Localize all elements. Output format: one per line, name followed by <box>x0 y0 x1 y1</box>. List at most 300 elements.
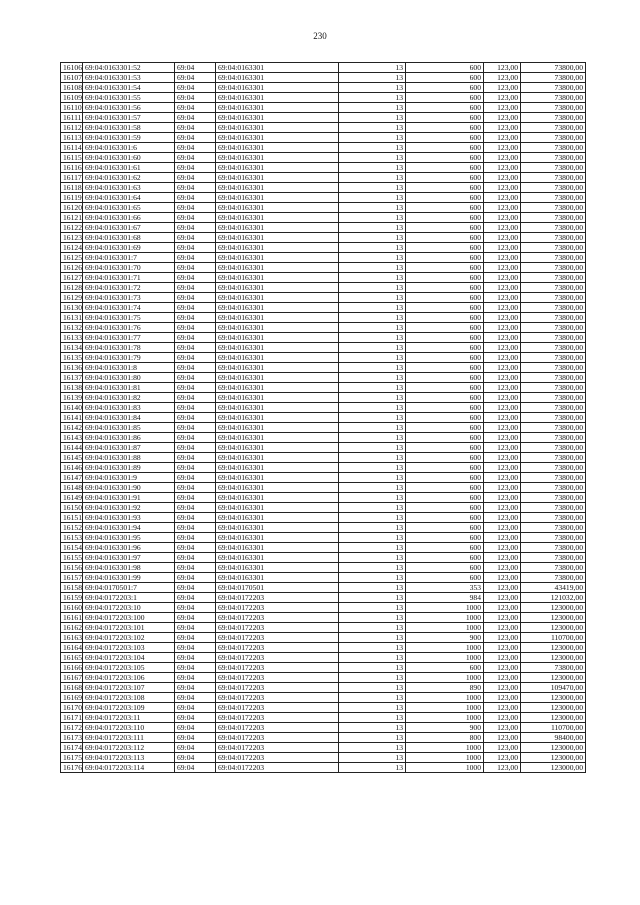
class-cell: 13 <box>339 543 406 553</box>
class-cell: 13 <box>339 403 406 413</box>
row-index-cell: 16145 <box>61 453 83 463</box>
class-cell: 13 <box>339 253 406 263</box>
area-cell: 1000 <box>406 603 484 613</box>
table-row <box>61 173 586 183</box>
rate-cell: 123,00 <box>484 283 521 293</box>
cadastral-number-cell: 69:04:0172203:111 <box>83 733 175 743</box>
cadastral-number-cell: 69:04:0172203:107 <box>83 683 175 693</box>
rate-cell: 123,00 <box>484 623 521 633</box>
class-cell: 13 <box>339 523 406 533</box>
area-cell: 600 <box>406 363 484 373</box>
district-code-cell: 69:04 <box>175 673 216 683</box>
value-cell: 73800,00 <box>521 543 586 553</box>
district-code-cell: 69:04 <box>175 133 216 143</box>
cadastral-block-cell: 69:04:0163301 <box>216 353 339 363</box>
row-index-cell: 16154 <box>61 543 83 553</box>
rate-cell: 123,00 <box>484 523 521 533</box>
area-cell: 600 <box>406 443 484 453</box>
district-code-cell: 69:04 <box>175 603 216 613</box>
value-cell: 73800,00 <box>521 113 586 123</box>
district-code-cell: 69:04 <box>175 323 216 333</box>
table-row <box>61 283 586 293</box>
table-row <box>61 293 586 303</box>
cadastral-number-cell: 69:04:0163301:88 <box>83 453 175 463</box>
value-cell: 73800,00 <box>521 63 586 73</box>
class-cell: 13 <box>339 173 406 183</box>
rate-cell: 123,00 <box>484 603 521 613</box>
cadastral-number-cell: 69:04:0163301:83 <box>83 403 175 413</box>
class-cell: 13 <box>339 603 406 613</box>
class-cell: 13 <box>339 733 406 743</box>
cadastral-block-cell: 69:04:0163301 <box>216 83 339 93</box>
class-cell: 13 <box>339 443 406 453</box>
district-code-cell: 69:04 <box>175 763 216 773</box>
rate-cell: 123,00 <box>484 263 521 273</box>
rate-cell: 123,00 <box>484 543 521 553</box>
rate-cell: 123,00 <box>484 233 521 243</box>
cadastral-block-cell: 69:04:0163301 <box>216 413 339 423</box>
district-code-cell: 69:04 <box>175 353 216 363</box>
district-code-cell: 69:04 <box>175 453 216 463</box>
row-index-cell: 16127 <box>61 273 83 283</box>
table-row <box>61 503 586 513</box>
row-index-cell: 16158 <box>61 583 83 593</box>
area-cell: 600 <box>406 373 484 383</box>
row-index-cell: 16162 <box>61 623 83 633</box>
rate-cell: 123,00 <box>484 73 521 83</box>
area-cell: 600 <box>406 333 484 343</box>
table-row <box>61 213 586 223</box>
class-cell: 13 <box>339 133 406 143</box>
table-row <box>61 643 586 653</box>
rate-cell: 123,00 <box>484 673 521 683</box>
cadastral-number-cell: 69:04:0163301:96 <box>83 543 175 553</box>
value-cell: 73800,00 <box>521 193 586 203</box>
district-code-cell: 69:04 <box>175 623 216 633</box>
area-cell: 600 <box>406 203 484 213</box>
area-cell: 600 <box>406 413 484 423</box>
row-index-cell: 16175 <box>61 753 83 763</box>
cadastral-block-cell: 69:04:0170501 <box>216 583 339 593</box>
cadastral-number-cell: 69:04:0172203:104 <box>83 653 175 663</box>
area-cell: 600 <box>406 543 484 553</box>
table-row <box>61 83 586 93</box>
value-cell: 73800,00 <box>521 83 586 93</box>
class-cell: 13 <box>339 233 406 243</box>
cadastral-block-cell: 69:04:0163301 <box>216 293 339 303</box>
district-code-cell: 69:04 <box>175 113 216 123</box>
rate-cell: 123,00 <box>484 273 521 283</box>
area-cell: 600 <box>406 423 484 433</box>
cadastral-block-cell: 69:04:0163301 <box>216 203 339 213</box>
row-index-cell: 16161 <box>61 613 83 623</box>
area-cell: 600 <box>406 253 484 263</box>
area-cell: 600 <box>406 323 484 333</box>
cadastral-block-cell: 69:04:0163301 <box>216 493 339 503</box>
value-cell: 73800,00 <box>521 473 586 483</box>
table-row <box>61 133 586 143</box>
cadastral-block-cell: 69:04:0163301 <box>216 103 339 113</box>
area-cell: 600 <box>406 133 484 143</box>
rate-cell: 123,00 <box>484 253 521 263</box>
row-index-cell: 16164 <box>61 643 83 653</box>
cadastral-number-cell: 69:04:0163301:57 <box>83 113 175 123</box>
value-cell: 73800,00 <box>521 263 586 273</box>
district-code-cell: 69:04 <box>175 683 216 693</box>
value-cell: 73800,00 <box>521 433 586 443</box>
rate-cell: 123,00 <box>484 223 521 233</box>
cadastral-block-cell: 69:04:0163301 <box>216 63 339 73</box>
table-row <box>61 733 586 743</box>
cadastral-number-cell: 69:04:0163301:75 <box>83 313 175 323</box>
class-cell: 13 <box>339 63 406 73</box>
rate-cell: 123,00 <box>484 483 521 493</box>
class-cell: 13 <box>339 613 406 623</box>
area-cell: 600 <box>406 483 484 493</box>
cadastral-number-cell: 69:04:0163301:89 <box>83 463 175 473</box>
rate-cell: 123,00 <box>484 193 521 203</box>
area-cell: 1000 <box>406 613 484 623</box>
rate-cell: 123,00 <box>484 683 521 693</box>
table-row <box>61 363 586 373</box>
area-cell: 600 <box>406 263 484 273</box>
value-cell: 109470,00 <box>521 683 586 693</box>
value-cell: 73800,00 <box>521 173 586 183</box>
cadastral-number-cell: 69:04:0172203:112 <box>83 743 175 753</box>
cadastral-block-cell: 69:04:0172203 <box>216 643 339 653</box>
row-index-cell: 16135 <box>61 353 83 363</box>
area-cell: 890 <box>406 683 484 693</box>
row-index-cell: 16148 <box>61 483 83 493</box>
area-cell: 600 <box>406 433 484 443</box>
rate-cell: 123,00 <box>484 373 521 383</box>
cadastral-block-cell: 69:04:0172203 <box>216 753 339 763</box>
table-row <box>61 473 586 483</box>
value-cell: 73800,00 <box>521 523 586 533</box>
class-cell: 13 <box>339 313 406 323</box>
area-cell: 900 <box>406 723 484 733</box>
rate-cell: 123,00 <box>484 163 521 173</box>
rate-cell: 123,00 <box>484 513 521 523</box>
row-index-cell: 16134 <box>61 343 83 353</box>
table-row <box>61 113 586 123</box>
row-index-cell: 16137 <box>61 373 83 383</box>
cadastral-number-cell: 69:04:0163301:84 <box>83 413 175 423</box>
row-index-cell: 16108 <box>61 83 83 93</box>
value-cell: 73800,00 <box>521 513 586 523</box>
area-cell: 600 <box>406 493 484 503</box>
cadastral-number-cell: 69:04:0163301:61 <box>83 163 175 173</box>
value-cell: 73800,00 <box>521 573 586 583</box>
value-cell: 73800,00 <box>521 343 586 353</box>
class-cell: 13 <box>339 293 406 303</box>
cadastral-number-cell: 69:04:0163301:95 <box>83 533 175 543</box>
value-cell: 123000,00 <box>521 753 586 763</box>
row-index-cell: 16176 <box>61 763 83 773</box>
district-code-cell: 69:04 <box>175 513 216 523</box>
cadastral-block-cell: 69:04:0163301 <box>216 233 339 243</box>
class-cell: 13 <box>339 473 406 483</box>
rate-cell: 123,00 <box>484 743 521 753</box>
area-cell: 900 <box>406 633 484 643</box>
rate-cell: 123,00 <box>484 583 521 593</box>
cadastral-block-cell: 69:04:0163301 <box>216 283 339 293</box>
cadastral-number-cell: 69:04:0163301:59 <box>83 133 175 143</box>
cadastral-block-cell: 69:04:0163301 <box>216 373 339 383</box>
table-row <box>61 483 586 493</box>
cadastral-number-cell: 69:04:0172203:105 <box>83 663 175 673</box>
district-code-cell: 69:04 <box>175 243 216 253</box>
row-index-cell: 16160 <box>61 603 83 613</box>
cadastral-block-cell: 69:04:0163301 <box>216 183 339 193</box>
value-cell: 73800,00 <box>521 223 586 233</box>
cadastral-block-cell: 69:04:0163301 <box>216 403 339 413</box>
rate-cell: 123,00 <box>484 243 521 253</box>
class-cell: 13 <box>339 303 406 313</box>
cadastral-number-cell: 69:04:0163301:8 <box>83 363 175 373</box>
cadastral-block-cell: 69:04:0163301 <box>216 143 339 153</box>
class-cell: 13 <box>339 743 406 753</box>
district-code-cell: 69:04 <box>175 313 216 323</box>
value-cell: 123000,00 <box>521 643 586 653</box>
table-row <box>61 193 586 203</box>
area-cell: 600 <box>406 533 484 543</box>
cadastral-block-cell: 69:04:0172203 <box>216 743 339 753</box>
cadastral-block-cell: 69:04:0163301 <box>216 263 339 273</box>
cadastral-number-cell: 69:04:0163301:78 <box>83 343 175 353</box>
row-index-cell: 16155 <box>61 553 83 563</box>
district-code-cell: 69:04 <box>175 403 216 413</box>
cadastral-block-cell: 69:04:0163301 <box>216 153 339 163</box>
value-cell: 73800,00 <box>521 403 586 413</box>
class-cell: 13 <box>339 433 406 443</box>
district-code-cell: 69:04 <box>175 523 216 533</box>
cadastral-number-cell: 69:04:0163301:77 <box>83 333 175 343</box>
district-code-cell: 69:04 <box>175 733 216 743</box>
district-code-cell: 69:04 <box>175 613 216 623</box>
cadastral-block-cell: 69:04:0172203 <box>216 653 339 663</box>
value-cell: 73800,00 <box>521 463 586 473</box>
value-cell: 73800,00 <box>521 143 586 153</box>
district-code-cell: 69:04 <box>175 723 216 733</box>
table-row <box>61 753 586 763</box>
cadastral-block-cell: 69:04:0163301 <box>216 273 339 283</box>
class-cell: 13 <box>339 413 406 423</box>
area-cell: 600 <box>406 213 484 223</box>
row-index-cell: 16109 <box>61 93 83 103</box>
cadastral-block-cell: 69:04:0163301 <box>216 453 339 463</box>
table-row <box>61 683 586 693</box>
value-cell: 73800,00 <box>521 233 586 243</box>
rate-cell: 123,00 <box>484 573 521 583</box>
rate-cell: 123,00 <box>484 723 521 733</box>
row-index-cell: 16173 <box>61 733 83 743</box>
cadastral-number-cell: 69:04:0172203:101 <box>83 623 175 633</box>
cadastral-block-cell: 69:04:0163301 <box>216 423 339 433</box>
district-code-cell: 69:04 <box>175 463 216 473</box>
value-cell: 73800,00 <box>521 353 586 363</box>
rate-cell: 123,00 <box>484 703 521 713</box>
area-cell: 600 <box>406 403 484 413</box>
row-index-cell: 16115 <box>61 153 83 163</box>
cadastral-block-cell: 69:04:0172203 <box>216 623 339 633</box>
value-cell: 73800,00 <box>521 423 586 433</box>
cadastral-block-cell: 69:04:0163301 <box>216 563 339 573</box>
row-index-cell: 16129 <box>61 293 83 303</box>
row-index-cell: 16157 <box>61 573 83 583</box>
district-code-cell: 69:04 <box>175 73 216 83</box>
class-cell: 13 <box>339 553 406 563</box>
district-code-cell: 69:04 <box>175 213 216 223</box>
district-code-cell: 69:04 <box>175 713 216 723</box>
area-cell: 600 <box>406 663 484 673</box>
cadastral-number-cell: 69:04:0172203:1 <box>83 593 175 603</box>
class-cell: 13 <box>339 223 406 233</box>
cadastral-number-cell: 69:04:0163301:66 <box>83 213 175 223</box>
area-cell: 600 <box>406 463 484 473</box>
class-cell: 13 <box>339 493 406 503</box>
class-cell: 13 <box>339 643 406 653</box>
district-code-cell: 69:04 <box>175 263 216 273</box>
row-index-cell: 16163 <box>61 633 83 643</box>
rate-cell: 123,00 <box>484 343 521 353</box>
area-cell: 600 <box>406 73 484 83</box>
value-cell: 73800,00 <box>521 303 586 313</box>
table-row <box>61 413 586 423</box>
row-index-cell: 16116 <box>61 163 83 173</box>
class-cell: 13 <box>339 663 406 673</box>
class-cell: 13 <box>339 93 406 103</box>
table-row <box>61 183 586 193</box>
area-cell: 600 <box>406 313 484 323</box>
district-code-cell: 69:04 <box>175 173 216 183</box>
area-cell: 600 <box>406 353 484 363</box>
table-row <box>61 323 586 333</box>
value-cell: 73800,00 <box>521 563 586 573</box>
row-index-cell: 16150 <box>61 503 83 513</box>
rate-cell: 123,00 <box>484 323 521 333</box>
district-code-cell: 69:04 <box>175 473 216 483</box>
row-index-cell: 16139 <box>61 393 83 403</box>
area-cell: 600 <box>406 503 484 513</box>
district-code-cell: 69:04 <box>175 223 216 233</box>
value-cell: 73800,00 <box>521 323 586 333</box>
row-index-cell: 16128 <box>61 283 83 293</box>
row-index-cell: 16113 <box>61 133 83 143</box>
table-row <box>61 73 586 83</box>
rate-cell: 123,00 <box>484 403 521 413</box>
row-index-cell: 16131 <box>61 313 83 323</box>
row-index-cell: 16126 <box>61 263 83 273</box>
table-row <box>61 563 586 573</box>
class-cell: 13 <box>339 593 406 603</box>
row-index-cell: 16124 <box>61 243 83 253</box>
class-cell: 13 <box>339 323 406 333</box>
table-row <box>61 243 586 253</box>
rate-cell: 123,00 <box>484 413 521 423</box>
area-cell: 600 <box>406 473 484 483</box>
cadastral-number-cell: 69:04:0163301:52 <box>83 63 175 73</box>
cadastral-block-cell: 69:04:0172203 <box>216 673 339 683</box>
cadastral-number-cell: 69:04:0163301:90 <box>83 483 175 493</box>
rate-cell: 123,00 <box>484 313 521 323</box>
district-code-cell: 69:04 <box>175 533 216 543</box>
table-row <box>61 403 586 413</box>
cadastral-block-cell: 69:04:0163301 <box>216 123 339 133</box>
value-cell: 123000,00 <box>521 603 586 613</box>
cadastral-block-cell: 69:04:0163301 <box>216 503 339 513</box>
class-cell: 13 <box>339 373 406 383</box>
cadastral-block-cell: 69:04:0163301 <box>216 313 339 323</box>
class-cell: 13 <box>339 713 406 723</box>
cadastral-block-cell: 69:04:0163301 <box>216 393 339 403</box>
district-code-cell: 69:04 <box>175 373 216 383</box>
class-cell: 13 <box>339 583 406 593</box>
area-cell: 1000 <box>406 763 484 773</box>
cadastral-number-cell: 69:04:0172203:113 <box>83 753 175 763</box>
rate-cell: 123,00 <box>484 733 521 743</box>
class-cell: 13 <box>339 453 406 463</box>
district-code-cell: 69:04 <box>175 343 216 353</box>
cadastral-number-cell: 69:04:0163301:69 <box>83 243 175 253</box>
rate-cell: 123,00 <box>484 153 521 163</box>
cadastral-block-cell: 69:04:0172203 <box>216 733 339 743</box>
value-cell: 73800,00 <box>521 533 586 543</box>
value-cell: 98400,00 <box>521 733 586 743</box>
cadastral-block-cell: 69:04:0163301 <box>216 523 339 533</box>
area-cell: 600 <box>406 233 484 243</box>
area-cell: 1000 <box>406 703 484 713</box>
table-row <box>61 603 586 613</box>
value-cell: 73800,00 <box>521 103 586 113</box>
row-index-cell: 16168 <box>61 683 83 693</box>
row-index-cell: 16159 <box>61 593 83 603</box>
table-row <box>61 703 586 713</box>
cadastral-number-cell: 69:04:0163301:94 <box>83 523 175 533</box>
value-cell: 73800,00 <box>521 313 586 323</box>
table-row <box>61 523 586 533</box>
table-row <box>61 373 586 383</box>
rate-cell: 123,00 <box>484 633 521 643</box>
row-index-cell: 16111 <box>61 113 83 123</box>
value-cell: 73800,00 <box>521 413 586 423</box>
row-index-cell: 16121 <box>61 213 83 223</box>
row-index-cell: 16171 <box>61 713 83 723</box>
rate-cell: 123,00 <box>484 173 521 183</box>
value-cell: 123000,00 <box>521 713 586 723</box>
table-row <box>61 743 586 753</box>
rate-cell: 123,00 <box>484 653 521 663</box>
row-index-cell: 16153 <box>61 533 83 543</box>
district-code-cell: 69:04 <box>175 593 216 603</box>
district-code-cell: 69:04 <box>175 393 216 403</box>
district-code-cell: 69:04 <box>175 163 216 173</box>
cadastral-block-cell: 69:04:0172203 <box>216 593 339 603</box>
cadastral-block-cell: 69:04:0163301 <box>216 323 339 333</box>
rate-cell: 123,00 <box>484 303 521 313</box>
rate-cell: 123,00 <box>484 393 521 403</box>
value-cell: 73800,00 <box>521 383 586 393</box>
class-cell: 13 <box>339 483 406 493</box>
class-cell: 13 <box>339 343 406 353</box>
class-cell: 13 <box>339 263 406 273</box>
class-cell: 13 <box>339 283 406 293</box>
rate-cell: 123,00 <box>484 613 521 623</box>
class-cell: 13 <box>339 83 406 93</box>
table-row <box>61 153 586 163</box>
rate-cell: 123,00 <box>484 453 521 463</box>
table-row <box>61 333 586 343</box>
